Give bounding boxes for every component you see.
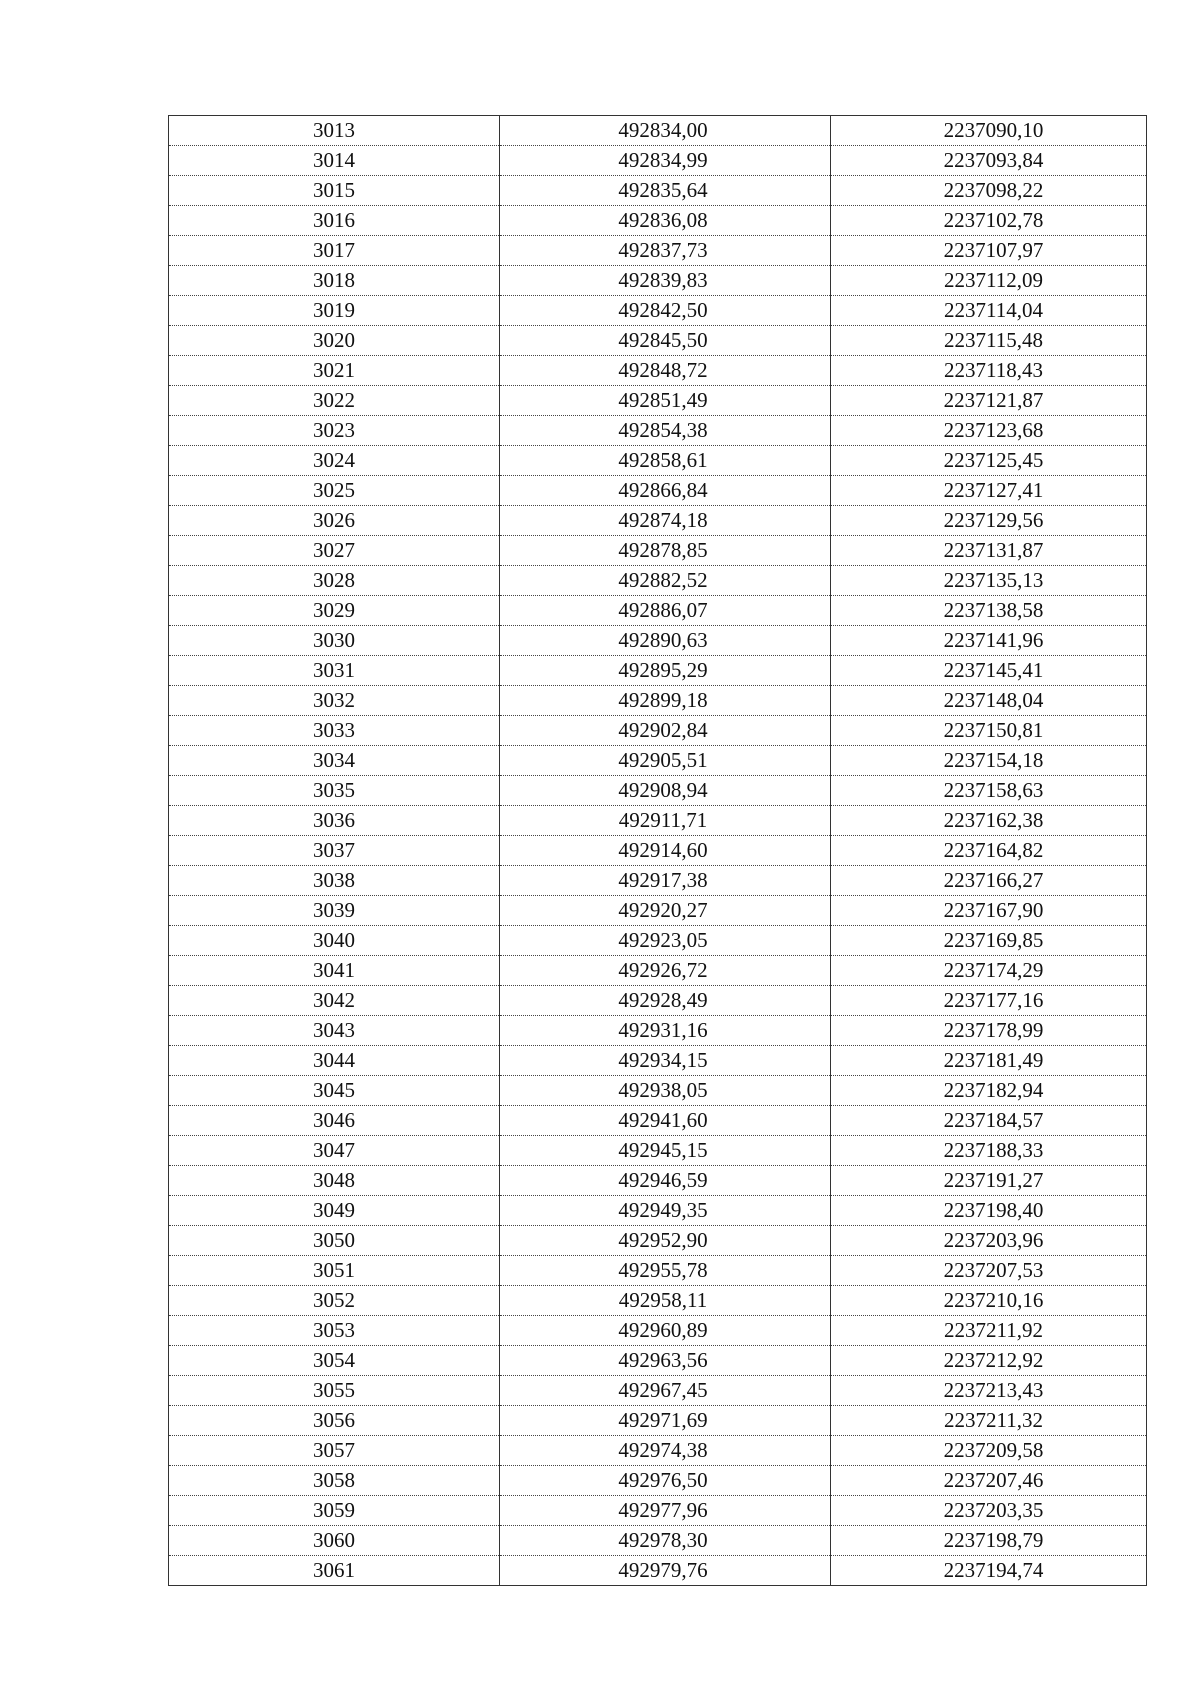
table-row — [169, 1256, 1147, 1286]
table-row — [169, 386, 1147, 416]
point-number-cell: 3052 — [169, 1286, 500, 1316]
table-row — [169, 506, 1147, 536]
point-number-cell: 3021 — [169, 356, 500, 386]
point-number-cell: 3042 — [169, 986, 500, 1016]
y-coordinate-cell: 2237203,96 — [831, 1226, 1147, 1256]
x-coordinate-cell: 492839,83 — [500, 266, 831, 296]
table-row — [169, 1436, 1147, 1466]
point-number-cell: 3051 — [169, 1256, 500, 1286]
table-row — [169, 566, 1147, 596]
table-row — [169, 326, 1147, 356]
x-coordinate-cell: 492934,15 — [500, 1046, 831, 1076]
y-coordinate-cell: 2237138,58 — [831, 596, 1147, 626]
x-coordinate-cell: 492977,96 — [500, 1496, 831, 1526]
point-number-cell: 3039 — [169, 896, 500, 926]
point-number-cell: 3059 — [169, 1496, 500, 1526]
table-row — [169, 836, 1147, 866]
x-coordinate-cell: 492976,50 — [500, 1466, 831, 1496]
table-row — [169, 1196, 1147, 1226]
table-row — [169, 1376, 1147, 1406]
point-number-cell: 3016 — [169, 206, 500, 236]
y-coordinate-cell: 2237114,04 — [831, 296, 1147, 326]
y-coordinate-cell: 2237093,84 — [831, 146, 1147, 176]
point-number-cell: 3060 — [169, 1526, 500, 1556]
y-coordinate-cell: 2237135,13 — [831, 566, 1147, 596]
table-row — [169, 1406, 1147, 1436]
table-row — [169, 146, 1147, 176]
x-coordinate-cell: 492911,71 — [500, 806, 831, 836]
y-coordinate-cell: 2237107,97 — [831, 236, 1147, 266]
y-coordinate-cell: 2237098,22 — [831, 176, 1147, 206]
y-coordinate-cell: 2237213,43 — [831, 1376, 1147, 1406]
y-coordinate-cell: 2237177,16 — [831, 986, 1147, 1016]
point-number-cell: 3049 — [169, 1196, 500, 1226]
y-coordinate-cell: 2237127,41 — [831, 476, 1147, 506]
table-row — [169, 1046, 1147, 1076]
y-coordinate-cell: 2237154,18 — [831, 746, 1147, 776]
table-row — [169, 446, 1147, 476]
point-number-cell: 3053 — [169, 1316, 500, 1346]
table-row — [169, 806, 1147, 836]
point-number-cell: 3030 — [169, 626, 500, 656]
table-row — [169, 206, 1147, 236]
table-row — [169, 686, 1147, 716]
point-number-cell: 3047 — [169, 1136, 500, 1166]
table-row — [169, 596, 1147, 626]
table-row — [169, 266, 1147, 296]
point-number-cell: 3050 — [169, 1226, 500, 1256]
x-coordinate-cell: 492955,78 — [500, 1256, 831, 1286]
table-row — [169, 956, 1147, 986]
x-coordinate-cell: 492971,69 — [500, 1406, 831, 1436]
table-row — [169, 986, 1147, 1016]
x-coordinate-cell: 492917,38 — [500, 866, 831, 896]
table-row — [169, 1106, 1147, 1136]
x-coordinate-cell: 492854,38 — [500, 416, 831, 446]
x-coordinate-cell: 492931,16 — [500, 1016, 831, 1046]
point-number-cell: 3044 — [169, 1046, 500, 1076]
point-number-cell: 3020 — [169, 326, 500, 356]
table-row — [169, 866, 1147, 896]
y-coordinate-cell: 2237191,27 — [831, 1166, 1147, 1196]
x-coordinate-cell: 492835,64 — [500, 176, 831, 206]
point-number-cell: 3061 — [169, 1556, 500, 1586]
y-coordinate-cell: 2237212,92 — [831, 1346, 1147, 1376]
point-number-cell: 3019 — [169, 296, 500, 326]
x-coordinate-cell: 492878,85 — [500, 536, 831, 566]
point-number-cell: 3031 — [169, 656, 500, 686]
x-coordinate-cell: 492928,49 — [500, 986, 831, 1016]
x-coordinate-cell: 492941,60 — [500, 1106, 831, 1136]
point-number-cell: 3022 — [169, 386, 500, 416]
x-coordinate-cell: 492886,07 — [500, 596, 831, 626]
y-coordinate-cell: 2237164,82 — [831, 836, 1147, 866]
point-number-cell: 3033 — [169, 716, 500, 746]
x-coordinate-cell: 492882,52 — [500, 566, 831, 596]
table-row — [169, 296, 1147, 326]
table-row — [169, 536, 1147, 566]
table-row — [169, 356, 1147, 386]
x-coordinate-cell: 492890,63 — [500, 626, 831, 656]
y-coordinate-cell: 2237207,53 — [831, 1256, 1147, 1286]
coordinates-table — [168, 115, 1147, 1586]
y-coordinate-cell: 2237148,04 — [831, 686, 1147, 716]
point-number-cell: 3018 — [169, 266, 500, 296]
y-coordinate-cell: 2237158,63 — [831, 776, 1147, 806]
y-coordinate-cell: 2237194,74 — [831, 1556, 1147, 1586]
point-number-cell: 3054 — [169, 1346, 500, 1376]
x-coordinate-cell: 492905,51 — [500, 746, 831, 776]
y-coordinate-cell: 2237145,41 — [831, 656, 1147, 686]
x-coordinate-cell: 492979,76 — [500, 1556, 831, 1586]
y-coordinate-cell: 2237169,85 — [831, 926, 1147, 956]
point-number-cell: 3037 — [169, 836, 500, 866]
y-coordinate-cell: 2237178,99 — [831, 1016, 1147, 1046]
table-row — [169, 776, 1147, 806]
x-coordinate-cell: 492866,84 — [500, 476, 831, 506]
x-coordinate-cell: 492960,89 — [500, 1316, 831, 1346]
table-row — [169, 1226, 1147, 1256]
x-coordinate-cell: 492842,50 — [500, 296, 831, 326]
x-coordinate-cell: 492914,60 — [500, 836, 831, 866]
table-row — [169, 116, 1147, 146]
y-coordinate-cell: 2237188,33 — [831, 1136, 1147, 1166]
x-coordinate-cell: 492967,45 — [500, 1376, 831, 1406]
point-number-cell: 3041 — [169, 956, 500, 986]
x-coordinate-cell: 492902,84 — [500, 716, 831, 746]
x-coordinate-cell: 492923,05 — [500, 926, 831, 956]
x-coordinate-cell: 492899,18 — [500, 686, 831, 716]
y-coordinate-cell: 2237198,40 — [831, 1196, 1147, 1226]
x-coordinate-cell: 492949,35 — [500, 1196, 831, 1226]
x-coordinate-cell: 492845,50 — [500, 326, 831, 356]
y-coordinate-cell: 2237118,43 — [831, 356, 1147, 386]
point-number-cell: 3027 — [169, 536, 500, 566]
y-coordinate-cell: 2237141,96 — [831, 626, 1147, 656]
y-coordinate-cell: 2237211,32 — [831, 1406, 1147, 1436]
point-number-cell: 3038 — [169, 866, 500, 896]
point-number-cell: 3026 — [169, 506, 500, 536]
y-coordinate-cell: 2237184,57 — [831, 1106, 1147, 1136]
y-coordinate-cell: 2237115,48 — [831, 326, 1147, 356]
y-coordinate-cell: 2237174,29 — [831, 956, 1147, 986]
table-row — [169, 656, 1147, 686]
point-number-cell: 3046 — [169, 1106, 500, 1136]
point-number-cell: 3043 — [169, 1016, 500, 1046]
x-coordinate-cell: 492945,15 — [500, 1136, 831, 1166]
table-row — [169, 1466, 1147, 1496]
x-coordinate-cell: 492926,72 — [500, 956, 831, 986]
y-coordinate-cell: 2237129,56 — [831, 506, 1147, 536]
table-row — [169, 626, 1147, 656]
x-coordinate-cell: 492836,08 — [500, 206, 831, 236]
table-row — [169, 236, 1147, 266]
coordinates-table-body — [169, 116, 1147, 1586]
point-number-cell: 3028 — [169, 566, 500, 596]
table-row — [169, 896, 1147, 926]
y-coordinate-cell: 2237102,78 — [831, 206, 1147, 236]
table-row — [169, 1496, 1147, 1526]
y-coordinate-cell: 2237090,10 — [831, 116, 1147, 146]
table-row — [169, 1016, 1147, 1046]
table-row — [169, 1136, 1147, 1166]
y-coordinate-cell: 2237123,68 — [831, 416, 1147, 446]
point-number-cell: 3048 — [169, 1166, 500, 1196]
point-number-cell: 3057 — [169, 1436, 500, 1466]
y-coordinate-cell: 2237209,58 — [831, 1436, 1147, 1466]
table-row — [169, 1556, 1147, 1586]
point-number-cell: 3015 — [169, 176, 500, 206]
table-row — [169, 476, 1147, 506]
point-number-cell: 3014 — [169, 146, 500, 176]
point-number-cell: 3023 — [169, 416, 500, 446]
y-coordinate-cell: 2237125,45 — [831, 446, 1147, 476]
point-number-cell: 3058 — [169, 1466, 500, 1496]
y-coordinate-cell: 2237167,90 — [831, 896, 1147, 926]
table-row — [169, 1526, 1147, 1556]
x-coordinate-cell: 492848,72 — [500, 356, 831, 386]
y-coordinate-cell: 2237198,79 — [831, 1526, 1147, 1556]
x-coordinate-cell: 492834,00 — [500, 116, 831, 146]
x-coordinate-cell: 492978,30 — [500, 1526, 831, 1556]
y-coordinate-cell: 2237182,94 — [831, 1076, 1147, 1106]
x-coordinate-cell: 492895,29 — [500, 656, 831, 686]
point-number-cell: 3034 — [169, 746, 500, 776]
y-coordinate-cell: 2237131,87 — [831, 536, 1147, 566]
x-coordinate-cell: 492946,59 — [500, 1166, 831, 1196]
x-coordinate-cell: 492974,38 — [500, 1436, 831, 1466]
point-number-cell: 3017 — [169, 236, 500, 266]
point-number-cell: 3045 — [169, 1076, 500, 1106]
point-number-cell: 3032 — [169, 686, 500, 716]
x-coordinate-cell: 492858,61 — [500, 446, 831, 476]
y-coordinate-cell: 2237181,49 — [831, 1046, 1147, 1076]
y-coordinate-cell: 2237112,09 — [831, 266, 1147, 296]
table-row — [169, 416, 1147, 446]
point-number-cell: 3040 — [169, 926, 500, 956]
table-row — [169, 1346, 1147, 1376]
point-number-cell: 3055 — [169, 1376, 500, 1406]
y-coordinate-cell: 2237166,27 — [831, 866, 1147, 896]
y-coordinate-cell: 2237162,38 — [831, 806, 1147, 836]
table-row — [169, 926, 1147, 956]
x-coordinate-cell: 492920,27 — [500, 896, 831, 926]
table-row — [169, 1166, 1147, 1196]
point-number-cell: 3056 — [169, 1406, 500, 1436]
x-coordinate-cell: 492952,90 — [500, 1226, 831, 1256]
x-coordinate-cell: 492938,05 — [500, 1076, 831, 1106]
table-row — [169, 746, 1147, 776]
y-coordinate-cell: 2237211,92 — [831, 1316, 1147, 1346]
x-coordinate-cell: 492834,99 — [500, 146, 831, 176]
x-coordinate-cell: 492958,11 — [500, 1286, 831, 1316]
table-row — [169, 1316, 1147, 1346]
point-number-cell: 3024 — [169, 446, 500, 476]
point-number-cell: 3025 — [169, 476, 500, 506]
point-number-cell: 3035 — [169, 776, 500, 806]
y-coordinate-cell: 2237121,87 — [831, 386, 1147, 416]
point-number-cell: 3013 — [169, 116, 500, 146]
x-coordinate-cell: 492963,56 — [500, 1346, 831, 1376]
table-row — [169, 1286, 1147, 1316]
y-coordinate-cell: 2237203,35 — [831, 1496, 1147, 1526]
point-number-cell: 3029 — [169, 596, 500, 626]
x-coordinate-cell: 492851,49 — [500, 386, 831, 416]
table-row — [169, 1076, 1147, 1106]
y-coordinate-cell: 2237210,16 — [831, 1286, 1147, 1316]
y-coordinate-cell: 2237207,46 — [831, 1466, 1147, 1496]
table-row — [169, 716, 1147, 746]
x-coordinate-cell: 492908,94 — [500, 776, 831, 806]
x-coordinate-cell: 492874,18 — [500, 506, 831, 536]
y-coordinate-cell: 2237150,81 — [831, 716, 1147, 746]
x-coordinate-cell: 492837,73 — [500, 236, 831, 266]
table-row — [169, 176, 1147, 206]
point-number-cell: 3036 — [169, 806, 500, 836]
